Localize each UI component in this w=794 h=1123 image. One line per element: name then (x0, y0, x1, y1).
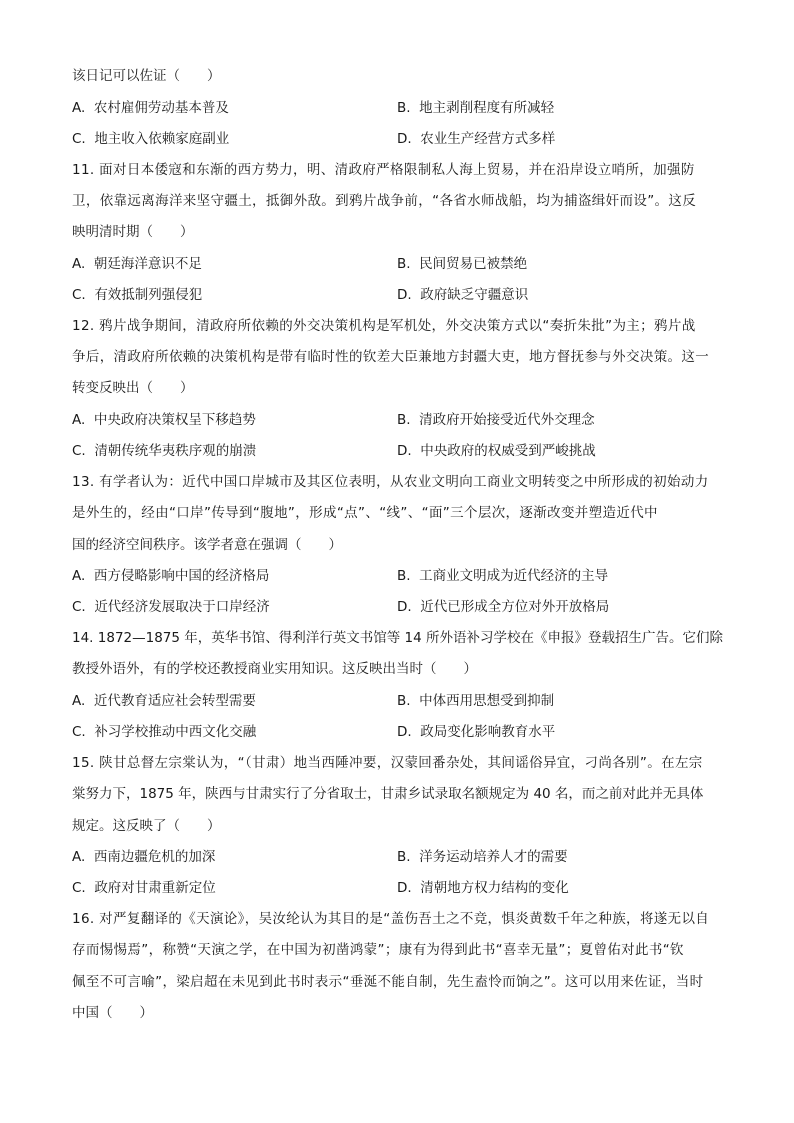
question-12-line: 争后，清政府所依赖的决策机构是带有临时性的钦差大臣兼地方封疆大吏，地方督抚参与外交决策。这一 (72, 349, 710, 365)
q10-option-b: B. 地主剥削程度有所减轻 (397, 100, 555, 116)
question-16-line: 佩至不可言喻”，梁启超在未见到此书时表示“垂涎不能自制，先生盍怜而饷之”。这可以用来佐证，当时 (72, 974, 704, 990)
question-15-line: 15. 陕甘总督左宗棠认为，“（甘肃）地当西陲冲要，汉蒙回番杂处，其间谣俗异宜，刁尚各别”。在左宗 (72, 755, 703, 771)
q12-option-c: C. 清朝传统华夷秩序观的崩溃 (72, 443, 257, 459)
question-13-line: 是外生的，经由“口岸”传导到“腹地”，形成“点”、“线”、“面”三个层次，逐渐改变并塑造近代中 (72, 505, 658, 521)
q10-option-c: C. 地主收入依赖家庭副业 (72, 131, 230, 147)
q14-option-d: D. 政局变化影响教育水平 (397, 724, 556, 740)
q12-option-d: D. 中央政府的权威受到严峻挑战 (397, 443, 596, 459)
q12-option-b: B. 清政府开始接受近代外交理念 (397, 412, 595, 428)
q10-option-d: D. 农业生产经营方式多样 (397, 131, 556, 147)
question-14-line: 14. 1872—1875 年，英华书馆、得利洋行英文书馆等 14 所外语补习学校在《申报》登载招生广告。它们除 (72, 630, 724, 646)
q15-option-b: B. 洋务运动培养人才的需要 (397, 849, 568, 865)
question-14-line: 教授外语外，有的学校还教授商业实用知识。这反映出当时（ ） (72, 661, 477, 677)
q15-option-a: A. 西南边疆危机的加深 (72, 849, 216, 865)
question-11-line: 映明清时期（ ） (72, 224, 194, 240)
question-10-stem-end: 该日记可以佐证（ ） (72, 68, 221, 84)
q14-option-b: B. 中体西用思想受到抑制 (397, 693, 555, 709)
question-12-line: 12. 鸦片战争期间，清政府所依赖的外交决策机构是军机处，外交决策方式以“奏折朱批”为主；鸦片战 (72, 318, 696, 334)
question-15-line: 规定。这反映了（ ） (72, 818, 221, 834)
q11-option-c: C. 有效抵制列强侵犯 (72, 287, 203, 303)
question-15-line: 棠努力下，1875 年，陕西与甘肃实行了分省取士，甘肃乡试录取名额规定为 40 名，而之前对此并无具体 (72, 786, 704, 802)
q10-option-a: A. 农村雇佣劳动基本普及 (72, 100, 229, 116)
question-16-line: 中国（ ） (72, 1005, 153, 1021)
q13-option-c: C. 近代经济发展取决于口岸经济 (72, 599, 270, 615)
question-16-line: 16. 对严复翻译的《天演论》，吴汝纶认为其目的是“盖伤吾土之不竞，惧炎黄数千年之种族，将遂无以自 (72, 911, 710, 927)
q12-option-a: A. 中央政府决策权呈下移趋势 (72, 412, 256, 428)
q14-option-a: A. 近代教育适应社会转型需要 (72, 693, 256, 709)
question-12-line: 转变反映出（ ） (72, 380, 194, 396)
q11-option-a: A. 朝廷海洋意识不足 (72, 256, 202, 272)
question-13-line: 13. 有学者认为：近代中国口岸城市及其区位表明，从农业文明向工商业文明转变之中所形成的初始动力 (72, 474, 709, 490)
question-11-line: 卫，依靠远离海洋来坚守疆土，抵御外敌。到鸦片战争前，“各省水师战船，均为捕盗缉奸而设”。这反 (72, 193, 697, 209)
q14-option-c: C. 补习学校推动中西文化交融 (72, 724, 257, 740)
question-13-line: 国的经济空间秩序。该学者意在强调（ ） (72, 537, 342, 553)
q13-option-a: A. 西方侵略影响中国的经济格局 (72, 568, 270, 584)
q13-option-d: D. 近代已形成全方位对外开放格局 (397, 599, 610, 615)
q11-option-d: D. 政府缺乏守疆意识 (397, 287, 529, 303)
q15-option-c: C. 政府对甘肃重新定位 (72, 880, 216, 896)
question-11-line: 11. 面对日本倭寇和东渐的西方势力，明、清政府严格限制私人海上贸易，并在沿岸设立哨所，加强防 (72, 162, 695, 178)
q11-option-b: B. 民间贸易已被禁绝 (397, 256, 528, 272)
question-16-line: 存而惕惕焉”，称赞“天演之学，在中国为初凿鸿蒙”；康有为得到此书“喜幸无量”；夏曾佑对此书“钦 (72, 942, 684, 958)
q13-option-b: B. 工商业文明成为近代经济的主导 (397, 568, 609, 584)
q15-option-d: D. 清朝地方权力结构的变化 (397, 880, 569, 896)
